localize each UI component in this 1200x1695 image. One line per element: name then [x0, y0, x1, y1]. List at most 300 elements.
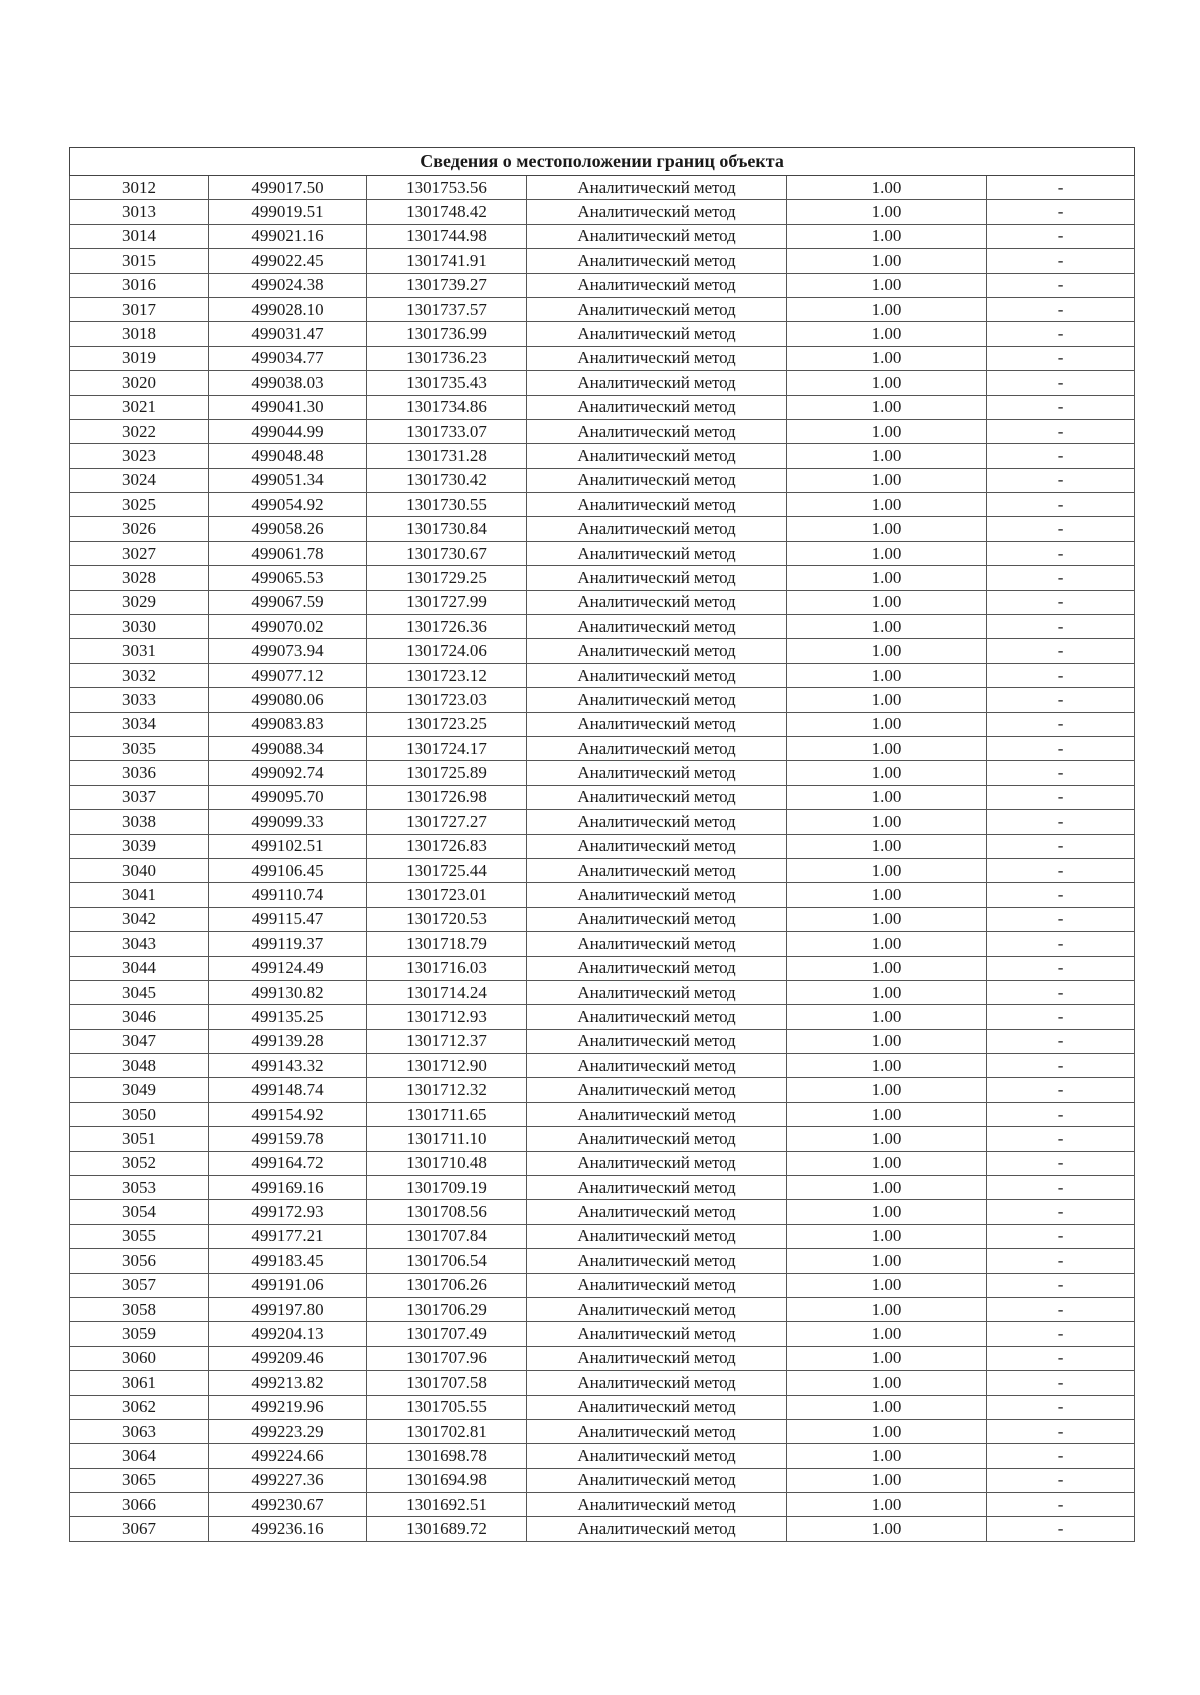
coordinate-y-cell: 1301730.55 — [367, 493, 527, 517]
accuracy-cell: 1.00 — [787, 1273, 987, 1297]
method-cell: Аналитический метод — [527, 956, 787, 980]
point-number-cell: 3067 — [70, 1517, 209, 1541]
accuracy-cell: 1.00 — [787, 297, 987, 321]
accuracy-cell: 1.00 — [787, 346, 987, 370]
accuracy-cell: 1.00 — [787, 980, 987, 1004]
table-row — [70, 1151, 1135, 1175]
note-cell: - — [987, 468, 1135, 492]
note-cell: - — [987, 1200, 1135, 1224]
table-row — [70, 1468, 1135, 1492]
accuracy-cell: 1.00 — [787, 444, 987, 468]
coordinate-y-cell: 1301734.86 — [367, 395, 527, 419]
point-number-cell: 3036 — [70, 761, 209, 785]
coordinate-x-cell: 499224.66 — [209, 1444, 367, 1468]
accuracy-cell: 1.00 — [787, 1468, 987, 1492]
method-cell: Аналитический метод — [527, 810, 787, 834]
method-cell: Аналитический метод — [527, 1517, 787, 1541]
point-number-cell: 3035 — [70, 736, 209, 760]
method-cell: Аналитический метод — [527, 1395, 787, 1419]
note-cell: - — [987, 1005, 1135, 1029]
table-row — [70, 980, 1135, 1004]
method-cell: Аналитический метод — [527, 1419, 787, 1443]
method-cell: Аналитический метод — [527, 785, 787, 809]
coordinate-y-cell: 1301730.67 — [367, 541, 527, 565]
coordinate-y-cell: 1301723.25 — [367, 712, 527, 736]
note-cell: - — [987, 1297, 1135, 1321]
coordinate-y-cell: 1301718.79 — [367, 932, 527, 956]
note-cell: - — [987, 322, 1135, 346]
accuracy-cell: 1.00 — [787, 371, 987, 395]
coordinate-y-cell: 1301712.37 — [367, 1029, 527, 1053]
accuracy-cell: 1.00 — [787, 1322, 987, 1346]
table-row — [70, 1273, 1135, 1297]
point-number-cell: 3026 — [70, 517, 209, 541]
coordinate-y-cell: 1301707.84 — [367, 1224, 527, 1248]
table-row — [70, 688, 1135, 712]
accuracy-cell: 1.00 — [787, 639, 987, 663]
coordinate-y-cell: 1301724.17 — [367, 736, 527, 760]
coordinate-x-cell: 499135.25 — [209, 1005, 367, 1029]
table-row — [70, 712, 1135, 736]
table-row — [70, 1029, 1135, 1053]
coordinate-y-cell: 1301709.19 — [367, 1176, 527, 1200]
coordinate-x-cell: 499095.70 — [209, 785, 367, 809]
point-number-cell: 3048 — [70, 1054, 209, 1078]
note-cell: - — [987, 1054, 1135, 1078]
note-cell: - — [987, 493, 1135, 517]
table-row — [70, 736, 1135, 760]
method-cell: Аналитический метод — [527, 1297, 787, 1321]
note-cell: - — [987, 688, 1135, 712]
method-cell: Аналитический метод — [527, 566, 787, 590]
method-cell: Аналитический метод — [527, 1371, 787, 1395]
method-cell: Аналитический метод — [527, 834, 787, 858]
coordinate-x-cell: 499154.92 — [209, 1102, 367, 1126]
table-row — [70, 810, 1135, 834]
accuracy-cell: 1.00 — [787, 1005, 987, 1029]
accuracy-cell: 1.00 — [787, 736, 987, 760]
method-cell: Аналитический метод — [527, 224, 787, 248]
accuracy-cell: 1.00 — [787, 273, 987, 297]
table-row — [70, 1224, 1135, 1248]
accuracy-cell: 1.00 — [787, 1029, 987, 1053]
note-cell: - — [987, 639, 1135, 663]
boundary-coordinates-table — [69, 147, 1135, 1542]
note-cell: - — [987, 419, 1135, 443]
note-cell: - — [987, 1419, 1135, 1443]
point-number-cell: 3025 — [70, 493, 209, 517]
coordinate-y-cell: 1301736.99 — [367, 322, 527, 346]
method-cell: Аналитический метод — [527, 1127, 787, 1151]
method-cell: Аналитический метод — [527, 1029, 787, 1053]
point-number-cell: 3066 — [70, 1493, 209, 1517]
note-cell: - — [987, 980, 1135, 1004]
accuracy-cell: 1.00 — [787, 1249, 987, 1273]
coordinate-y-cell: 1301710.48 — [367, 1151, 527, 1175]
coordinate-y-cell: 1301712.32 — [367, 1078, 527, 1102]
table-row — [70, 1005, 1135, 1029]
method-cell: Аналитический метод — [527, 1322, 787, 1346]
coordinate-x-cell: 499031.47 — [209, 322, 367, 346]
method-cell: Аналитический метод — [527, 1200, 787, 1224]
method-cell: Аналитический метод — [527, 468, 787, 492]
coordinate-y-cell: 1301724.06 — [367, 639, 527, 663]
note-cell: - — [987, 907, 1135, 931]
method-cell: Аналитический метод — [527, 297, 787, 321]
method-cell: Аналитический метод — [527, 1444, 787, 1468]
method-cell: Аналитический метод — [527, 1005, 787, 1029]
method-cell: Аналитический метод — [527, 1078, 787, 1102]
point-number-cell: 3060 — [70, 1346, 209, 1370]
coordinate-x-cell: 499213.82 — [209, 1371, 367, 1395]
table-row — [70, 346, 1135, 370]
method-cell: Аналитический метод — [527, 371, 787, 395]
point-number-cell: 3038 — [70, 810, 209, 834]
coordinate-y-cell: 1301729.25 — [367, 566, 527, 590]
coordinate-y-cell: 1301723.12 — [367, 663, 527, 687]
method-cell: Аналитический метод — [527, 615, 787, 639]
table-row — [70, 419, 1135, 443]
note-cell: - — [987, 541, 1135, 565]
accuracy-cell: 1.00 — [787, 907, 987, 931]
note-cell: - — [987, 712, 1135, 736]
method-cell: Аналитический метод — [527, 590, 787, 614]
coordinate-x-cell: 499022.45 — [209, 249, 367, 273]
coordinate-y-cell: 1301727.99 — [367, 590, 527, 614]
accuracy-cell: 1.00 — [787, 1444, 987, 1468]
coordinate-x-cell: 499077.12 — [209, 663, 367, 687]
accuracy-cell: 1.00 — [787, 1493, 987, 1517]
method-cell: Аналитический метод — [527, 1151, 787, 1175]
table-row — [70, 1346, 1135, 1370]
coordinate-y-cell: 1301735.43 — [367, 371, 527, 395]
coordinate-x-cell: 499115.47 — [209, 907, 367, 931]
accuracy-cell: 1.00 — [787, 468, 987, 492]
coordinate-y-cell: 1301725.89 — [367, 761, 527, 785]
coordinate-y-cell: 1301730.42 — [367, 468, 527, 492]
coordinate-y-cell: 1301730.84 — [367, 517, 527, 541]
coordinate-y-cell: 1301737.57 — [367, 297, 527, 321]
coordinate-x-cell: 499110.74 — [209, 883, 367, 907]
table-row — [70, 517, 1135, 541]
method-cell: Аналитический метод — [527, 907, 787, 931]
table-row — [70, 615, 1135, 639]
coordinate-y-cell: 1301705.55 — [367, 1395, 527, 1419]
note-cell: - — [987, 883, 1135, 907]
table-body — [70, 176, 1135, 1542]
note-cell: - — [987, 444, 1135, 468]
accuracy-cell: 1.00 — [787, 1224, 987, 1248]
coordinate-x-cell: 499197.80 — [209, 1297, 367, 1321]
point-number-cell: 3062 — [70, 1395, 209, 1419]
table-row — [70, 785, 1135, 809]
coordinate-x-cell: 499191.06 — [209, 1273, 367, 1297]
point-number-cell: 3051 — [70, 1127, 209, 1151]
coordinate-x-cell: 499139.28 — [209, 1029, 367, 1053]
coordinate-x-cell: 499041.30 — [209, 395, 367, 419]
point-number-cell: 3014 — [70, 224, 209, 248]
table-row — [70, 1127, 1135, 1151]
table-row — [70, 322, 1135, 346]
method-cell: Аналитический метод — [527, 419, 787, 443]
accuracy-cell: 1.00 — [787, 1395, 987, 1419]
coordinate-x-cell: 499106.45 — [209, 858, 367, 882]
method-cell: Аналитический метод — [527, 1176, 787, 1200]
method-cell: Аналитический метод — [527, 761, 787, 785]
coordinate-x-cell: 499044.99 — [209, 419, 367, 443]
method-cell: Аналитический метод — [527, 541, 787, 565]
table-row — [70, 1322, 1135, 1346]
coordinate-y-cell: 1301731.28 — [367, 444, 527, 468]
accuracy-cell: 1.00 — [787, 615, 987, 639]
point-number-cell: 3030 — [70, 615, 209, 639]
table-row — [70, 297, 1135, 321]
point-number-cell: 3028 — [70, 566, 209, 590]
point-number-cell: 3047 — [70, 1029, 209, 1053]
coordinate-x-cell: 499051.34 — [209, 468, 367, 492]
point-number-cell: 3034 — [70, 712, 209, 736]
coordinate-y-cell: 1301706.26 — [367, 1273, 527, 1297]
table-row — [70, 907, 1135, 931]
method-cell: Аналитический метод — [527, 883, 787, 907]
coordinate-x-cell: 499017.50 — [209, 176, 367, 200]
point-number-cell: 3027 — [70, 541, 209, 565]
coordinate-x-cell: 499230.67 — [209, 1493, 367, 1517]
table-row — [70, 541, 1135, 565]
coordinate-y-cell: 1301712.90 — [367, 1054, 527, 1078]
point-number-cell: 3042 — [70, 907, 209, 931]
coordinate-y-cell: 1301723.01 — [367, 883, 527, 907]
accuracy-cell: 1.00 — [787, 1151, 987, 1175]
note-cell: - — [987, 1127, 1135, 1151]
method-cell: Аналитический метод — [527, 273, 787, 297]
point-number-cell: 3021 — [70, 395, 209, 419]
note-cell: - — [987, 297, 1135, 321]
coordinate-x-cell: 499065.53 — [209, 566, 367, 590]
table-row — [70, 444, 1135, 468]
coordinate-x-cell: 499092.74 — [209, 761, 367, 785]
point-number-cell: 3059 — [70, 1322, 209, 1346]
coordinate-x-cell: 499073.94 — [209, 639, 367, 663]
point-number-cell: 3050 — [70, 1102, 209, 1126]
note-cell: - — [987, 1517, 1135, 1541]
point-number-cell: 3016 — [70, 273, 209, 297]
table-title: Сведения о местоположении границ объекта — [70, 148, 1135, 176]
note-cell: - — [987, 346, 1135, 370]
note-cell: - — [987, 566, 1135, 590]
coordinate-y-cell: 1301707.58 — [367, 1371, 527, 1395]
point-number-cell: 3055 — [70, 1224, 209, 1248]
point-number-cell: 3033 — [70, 688, 209, 712]
point-number-cell: 3063 — [70, 1419, 209, 1443]
coordinate-y-cell: 1301725.44 — [367, 858, 527, 882]
coordinate-y-cell: 1301716.03 — [367, 956, 527, 980]
method-cell: Аналитический метод — [527, 1224, 787, 1248]
table-title-row — [70, 148, 1135, 176]
coordinate-y-cell: 1301726.98 — [367, 785, 527, 809]
coordinate-x-cell: 499054.92 — [209, 493, 367, 517]
accuracy-cell: 1.00 — [787, 810, 987, 834]
accuracy-cell: 1.00 — [787, 176, 987, 200]
accuracy-cell: 1.00 — [787, 761, 987, 785]
coordinate-y-cell: 1301726.83 — [367, 834, 527, 858]
coordinate-y-cell: 1301706.29 — [367, 1297, 527, 1321]
table-row — [70, 1395, 1135, 1419]
accuracy-cell: 1.00 — [787, 1127, 987, 1151]
point-number-cell: 3044 — [70, 956, 209, 980]
table-row — [70, 761, 1135, 785]
table-row — [70, 663, 1135, 687]
accuracy-cell: 1.00 — [787, 566, 987, 590]
point-number-cell: 3058 — [70, 1297, 209, 1321]
coordinate-x-cell: 499061.78 — [209, 541, 367, 565]
coordinate-y-cell: 1301726.36 — [367, 615, 527, 639]
table-row — [70, 1419, 1135, 1443]
table-row — [70, 1102, 1135, 1126]
coordinate-y-cell: 1301736.23 — [367, 346, 527, 370]
note-cell: - — [987, 224, 1135, 248]
accuracy-cell: 1.00 — [787, 1078, 987, 1102]
note-cell: - — [987, 761, 1135, 785]
table-row — [70, 1371, 1135, 1395]
note-cell: - — [987, 371, 1135, 395]
note-cell: - — [987, 1151, 1135, 1175]
note-cell: - — [987, 932, 1135, 956]
note-cell: - — [987, 1102, 1135, 1126]
coordinate-y-cell: 1301744.98 — [367, 224, 527, 248]
note-cell: - — [987, 858, 1135, 882]
point-number-cell: 3046 — [70, 1005, 209, 1029]
table-row — [70, 1176, 1135, 1200]
method-cell: Аналитический метод — [527, 1249, 787, 1273]
accuracy-cell: 1.00 — [787, 834, 987, 858]
coordinate-y-cell: 1301727.27 — [367, 810, 527, 834]
coordinate-x-cell: 499119.37 — [209, 932, 367, 956]
note-cell: - — [987, 273, 1135, 297]
coordinate-y-cell: 1301739.27 — [367, 273, 527, 297]
method-cell: Аналитический метод — [527, 980, 787, 1004]
point-number-cell: 3045 — [70, 980, 209, 1004]
note-cell: - — [987, 1273, 1135, 1297]
table-row — [70, 224, 1135, 248]
note-cell: - — [987, 176, 1135, 200]
coordinate-y-cell: 1301711.65 — [367, 1102, 527, 1126]
point-number-cell: 3052 — [70, 1151, 209, 1175]
coordinate-y-cell: 1301720.53 — [367, 907, 527, 931]
coordinate-x-cell: 499148.74 — [209, 1078, 367, 1102]
method-cell: Аналитический метод — [527, 1346, 787, 1370]
coordinate-x-cell: 499209.46 — [209, 1346, 367, 1370]
accuracy-cell: 1.00 — [787, 883, 987, 907]
coordinate-y-cell: 1301707.49 — [367, 1322, 527, 1346]
coordinate-y-cell: 1301753.56 — [367, 176, 527, 200]
note-cell: - — [987, 590, 1135, 614]
accuracy-cell: 1.00 — [787, 1346, 987, 1370]
note-cell: - — [987, 1468, 1135, 1492]
coordinate-x-cell: 499070.02 — [209, 615, 367, 639]
coordinate-x-cell: 499028.10 — [209, 297, 367, 321]
method-cell: Аналитический метод — [527, 736, 787, 760]
coordinate-x-cell: 499021.16 — [209, 224, 367, 248]
table-row — [70, 395, 1135, 419]
method-cell: Аналитический метод — [527, 176, 787, 200]
table-row — [70, 273, 1135, 297]
coordinate-x-cell: 499159.78 — [209, 1127, 367, 1151]
accuracy-cell: 1.00 — [787, 1102, 987, 1126]
method-cell: Аналитический метод — [527, 858, 787, 882]
method-cell: Аналитический метод — [527, 1054, 787, 1078]
note-cell: - — [987, 1224, 1135, 1248]
method-cell: Аналитический метод — [527, 932, 787, 956]
accuracy-cell: 1.00 — [787, 956, 987, 980]
table-row — [70, 590, 1135, 614]
note-cell: - — [987, 615, 1135, 639]
point-number-cell: 3057 — [70, 1273, 209, 1297]
coordinate-y-cell: 1301706.54 — [367, 1249, 527, 1273]
point-number-cell: 3032 — [70, 663, 209, 687]
point-number-cell: 3064 — [70, 1444, 209, 1468]
accuracy-cell: 1.00 — [787, 1517, 987, 1541]
table-row — [70, 371, 1135, 395]
note-cell: - — [987, 1346, 1135, 1370]
method-cell: Аналитический метод — [527, 639, 787, 663]
accuracy-cell: 1.00 — [787, 322, 987, 346]
coordinate-y-cell: 1301689.72 — [367, 1517, 527, 1541]
point-number-cell: 3054 — [70, 1200, 209, 1224]
table-row — [70, 1517, 1135, 1541]
accuracy-cell: 1.00 — [787, 249, 987, 273]
coordinate-x-cell: 499038.03 — [209, 371, 367, 395]
note-cell: - — [987, 1176, 1135, 1200]
coordinate-x-cell: 499067.59 — [209, 590, 367, 614]
table-row — [70, 858, 1135, 882]
point-number-cell: 3049 — [70, 1078, 209, 1102]
table-row — [70, 932, 1135, 956]
table-row — [70, 956, 1135, 980]
accuracy-cell: 1.00 — [787, 541, 987, 565]
coordinate-y-cell: 1301711.10 — [367, 1127, 527, 1151]
accuracy-cell: 1.00 — [787, 688, 987, 712]
coordinate-y-cell: 1301692.51 — [367, 1493, 527, 1517]
coordinate-x-cell: 499143.32 — [209, 1054, 367, 1078]
accuracy-cell: 1.00 — [787, 1200, 987, 1224]
point-number-cell: 3020 — [70, 371, 209, 395]
accuracy-cell: 1.00 — [787, 1371, 987, 1395]
coordinate-x-cell: 499183.45 — [209, 1249, 367, 1273]
table-row — [70, 468, 1135, 492]
coordinate-x-cell: 499048.48 — [209, 444, 367, 468]
table-row — [70, 249, 1135, 273]
note-cell: - — [987, 1322, 1135, 1346]
table-row — [70, 566, 1135, 590]
point-number-cell: 3037 — [70, 785, 209, 809]
table-row — [70, 1444, 1135, 1468]
table-row — [70, 1054, 1135, 1078]
note-cell: - — [987, 810, 1135, 834]
point-number-cell: 3023 — [70, 444, 209, 468]
method-cell: Аналитический метод — [527, 493, 787, 517]
note-cell: - — [987, 1444, 1135, 1468]
accuracy-cell: 1.00 — [787, 932, 987, 956]
method-cell: Аналитический метод — [527, 517, 787, 541]
note-cell: - — [987, 785, 1135, 809]
accuracy-cell: 1.00 — [787, 1054, 987, 1078]
method-cell: Аналитический метод — [527, 1493, 787, 1517]
point-number-cell: 3065 — [70, 1468, 209, 1492]
point-number-cell: 3029 — [70, 590, 209, 614]
point-number-cell: 3040 — [70, 858, 209, 882]
method-cell: Аналитический метод — [527, 712, 787, 736]
